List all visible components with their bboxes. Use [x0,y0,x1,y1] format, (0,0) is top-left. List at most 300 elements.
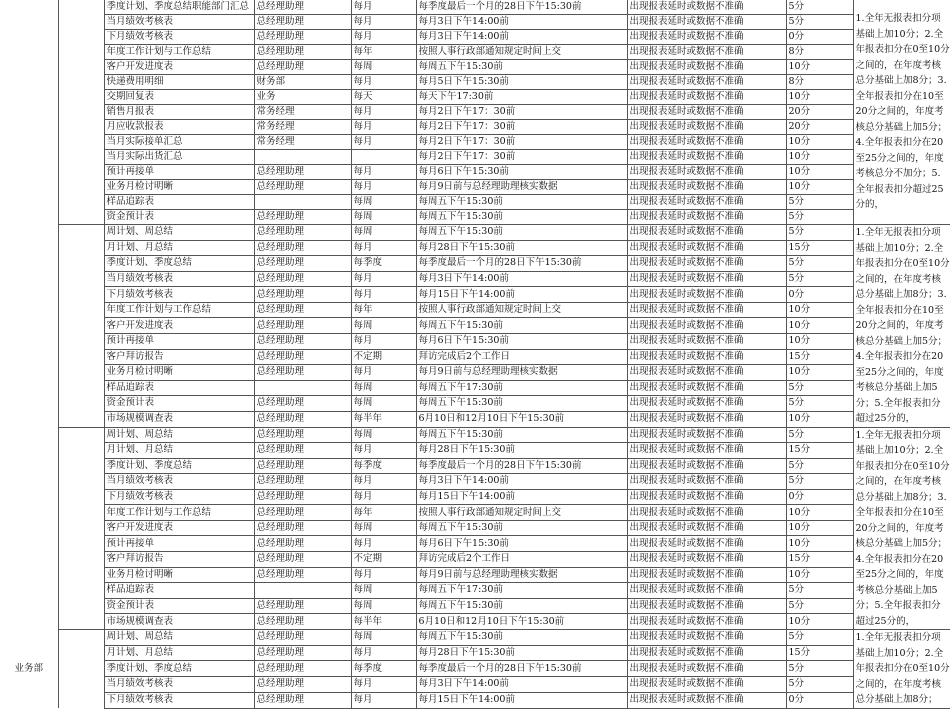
deduction-cell: 0分 [786,692,853,708]
report-name-cell: 资金预计表 [104,210,254,225]
deadline-cell: 每周五下午15:30前 [416,60,627,75]
deduction-cell: 5分 [786,598,853,614]
deadline-cell: 每月28日下午15:30前 [416,443,627,459]
submit-to-cell: 总经理助理 [254,225,351,241]
frequency-cell: 每周 [351,318,416,334]
frequency-cell: 每周 [351,195,416,210]
frequency-cell: 每周 [351,427,416,443]
submit-to-cell: 常务经理 [254,135,351,150]
penalty-condition-cell: 出现报表延时或数据不准确 [627,90,786,105]
penalty-condition-cell: 出现报表延时或数据不准确 [627,365,786,381]
penalty-condition-cell: 出现报表延时或数据不准确 [627,302,786,318]
table-row [0,505,950,521]
frequency-cell: 每月 [351,0,416,15]
deduction-cell: 5分 [786,583,853,599]
deadline-cell: 按照人事行政部通知规定时间上交 [416,302,627,318]
submit-to-cell: 总经理助理 [254,210,351,225]
table-row [0,630,950,646]
submit-to-cell: 总经理助理 [254,396,351,412]
penalty-condition-cell: 出现报表延时或数据不准确 [627,474,786,490]
report-name-cell: 季度计划、季度总结 [104,256,254,272]
table-row [0,240,950,256]
deadline-cell: 每月6日下午15:30前 [416,333,627,349]
deduction-cell: 5分 [786,380,853,396]
deduction-cell: 10分 [786,135,853,150]
frequency-cell: 每周 [351,210,416,225]
deduction-cell: 20分 [786,105,853,120]
frequency-cell: 每月 [351,365,416,381]
frequency-cell: 每月 [351,692,416,708]
penalty-condition-cell: 出现报表延时或数据不准确 [627,598,786,614]
deduction-cell: 5分 [786,195,853,210]
penalty-condition-cell: 出现报表延时或数据不准确 [627,271,786,287]
deadline-cell: 每月15日下午14:00前 [416,489,627,505]
deadline-cell: 按照人事行政部通知规定时间上交 [416,45,627,60]
report-name-cell: 月计划、月总结 [104,443,254,459]
table-row [0,105,950,120]
submit-to-cell: 总经理助理 [254,458,351,474]
deadline-cell: 每月3日下午14:00前 [416,474,627,490]
deduction-cell: 10分 [786,318,853,334]
deadline-cell: 每周五下午15:30前 [416,195,627,210]
penalty-condition-cell: 出现报表延时或数据不准确 [627,195,786,210]
deduction-cell: 10分 [786,333,853,349]
deadline-cell: 每月2日下午17：30前 [416,105,627,120]
deadline-cell: 每周五下午15:30前 [416,520,627,536]
report-name-cell: 交期回复表 [104,90,254,105]
table-row [0,195,950,210]
penalty-condition-cell: 出现报表延时或数据不准确 [627,105,786,120]
deadline-cell: 每月2日下午17：30前 [416,120,627,135]
deadline-cell: 每月3日下午14:00前 [416,271,627,287]
frequency-cell: 每周 [351,520,416,536]
table-row [0,427,950,443]
table-row [0,75,950,90]
deadline-cell: 每月2日下午17：30前 [416,150,627,165]
submit-to-cell [254,583,351,599]
frequency-cell: 不定期 [351,349,416,365]
penalty-condition-cell: 出现报表延时或数据不准确 [627,630,786,646]
penalty-condition-cell: 出现报表延时或数据不准确 [627,536,786,552]
report-name-cell: 当月实际接单汇总 [104,135,254,150]
table-row [0,256,950,272]
department-cell [0,0,58,708]
frequency-cell: 每周 [351,60,416,75]
deadline-cell: 6月10日和12月10日下午15:30前 [416,614,627,630]
submit-to-cell: 业务 [254,90,351,105]
report-name-cell: 周计划、周总结 [104,427,254,443]
penalty-condition-cell: 出现报表延时或数据不准确 [627,489,786,505]
deduction-cell: 10分 [786,302,853,318]
submit-to-cell: 总经理助理 [254,443,351,459]
report-name-cell: 下月绩效考核表 [104,692,254,708]
frequency-cell: 每月 [351,677,416,693]
table-row [0,583,950,599]
deduction-cell: 5分 [786,210,853,225]
frequency-cell: 每季度 [351,458,416,474]
penalty-condition-cell: 出现报表延时或数据不准确 [627,150,786,165]
table-row [0,287,950,303]
deduction-cell: 15分 [786,645,853,661]
submit-to-cell [254,380,351,396]
table-row [0,552,950,568]
table-row [0,443,950,459]
table-row [0,135,950,150]
submit-to-cell: 总经理助理 [254,333,351,349]
report-name-cell: 销售月报表 [104,105,254,120]
deadline-cell: 每周五下午15:30前 [416,210,627,225]
frequency-cell: 每月 [351,135,416,150]
table-row [0,225,950,241]
report-name-cell: 当月绩效考核表 [104,15,254,30]
penalty-condition-cell: 出现报表延时或数据不准确 [627,692,786,708]
table-row [0,489,950,505]
penalty-condition-cell: 出现报表延时或数据不准确 [627,505,786,521]
deadline-cell: 每月28日下午15:30前 [416,240,627,256]
deadline-cell: 每月3日下午14:00前 [416,677,627,693]
penalty-condition-cell: 出现报表延时或数据不准确 [627,458,786,474]
report-name-cell: 业务月检讨明晰 [104,180,254,195]
report-name-cell: 客户拜访报告 [104,349,254,365]
group-cell [58,0,104,225]
frequency-cell: 每年 [351,302,416,318]
frequency-cell: 每月 [351,15,416,30]
deadline-cell: 每周五下午15:30前 [416,598,627,614]
table-row [0,380,950,396]
deadline-cell: 每周五下午15:30前 [416,318,627,334]
frequency-cell: 每月 [351,75,416,90]
deduction-cell: 5分 [786,271,853,287]
report-name-cell: 客户开发进度表 [104,520,254,536]
penalty-condition-cell: 出现报表延时或数据不准确 [627,677,786,693]
frequency-cell: 每季度 [351,661,416,677]
penalty-condition-cell: 出现报表延时或数据不准确 [627,552,786,568]
table-row [0,365,950,381]
report-name-cell: 年度工作计划与工作总结 [104,302,254,318]
report-name-cell: 市场规模调查表 [104,411,254,427]
report-name-cell: 当月实际出货汇总 [104,150,254,165]
report-name-cell: 市场规模调查表 [104,614,254,630]
deduction-cell: 10分 [786,90,853,105]
deduction-cell: 8分 [786,45,853,60]
table-row [0,0,950,15]
deadline-cell: 每周五下午15:30前 [416,225,627,241]
deduction-cell: 0分 [786,30,853,45]
report-name-cell: 下月绩效考核表 [104,30,254,45]
deadline-cell: 每月15日下午14:00前 [416,692,627,708]
deduction-cell: 10分 [786,60,853,75]
deduction-cell: 10分 [786,520,853,536]
deadline-cell: 每月28日下午15:30前 [416,645,627,661]
table-row [0,271,950,287]
report-name-cell: 年度工作计划与工作总结 [104,505,254,521]
table-row [0,411,950,427]
submit-to-cell: 总经理助理 [254,318,351,334]
penalty-condition-cell: 出现报表延时或数据不准确 [627,583,786,599]
submit-to-cell: 总经理助理 [254,271,351,287]
bonus-rule-note: 1.全年无报表扣分项基础上加10分；2.全年报表扣分在0至10分之间的，在年度考核总分基础上加8分； [853,630,950,709]
frequency-cell: 每月 [351,443,416,459]
submit-to-cell: 总经理助理 [254,427,351,443]
report-name-cell: 季度计划、季度总结职能部门汇总 [104,0,254,15]
submit-to-cell [254,150,351,165]
report-name-cell: 样品追踪表 [104,195,254,210]
frequency-cell: 每月 [351,165,416,180]
deduction-cell: 5分 [786,661,853,677]
penalty-condition-cell: 出现报表延时或数据不准确 [627,135,786,150]
report-name-cell: 周计划、周总结 [104,225,254,241]
report-name-cell: 客户开发进度表 [104,60,254,75]
deadline-cell: 每季度最后一个月的28日下午15:30前 [416,0,627,15]
submit-to-cell: 总经理助理 [254,45,351,60]
submit-to-cell: 总经理助理 [254,552,351,568]
deduction-cell: 10分 [786,411,853,427]
report-name-cell: 年度工作计划与工作总结 [104,45,254,60]
report-name-cell: 下月绩效考核表 [104,489,254,505]
submit-to-cell: 总经理助理 [254,661,351,677]
report-name-cell: 客户开发进度表 [104,318,254,334]
deadline-cell: 每季度最后一个月的28日下午15:30前 [416,256,627,272]
frequency-cell: 每月 [351,271,416,287]
table-row [0,30,950,45]
report-name-cell: 样品追踪表 [104,380,254,396]
penalty-condition-cell: 出现报表延时或数据不准确 [627,287,786,303]
deduction-cell: 5分 [786,630,853,646]
report-name-cell: 月计划、月总结 [104,240,254,256]
frequency-cell: 每月 [351,645,416,661]
table-row [0,120,950,135]
deduction-cell: 5分 [786,256,853,272]
frequency-cell: 每周 [351,225,416,241]
submit-to-cell: 总经理助理 [254,692,351,708]
report-name-cell: 周计划、周总结 [104,630,254,646]
report-name-cell: 当月绩效考核表 [104,271,254,287]
table-row [0,90,950,105]
frequency-cell: 每月 [351,30,416,45]
deduction-cell: 10分 [786,536,853,552]
deadline-cell: 每周五下午15:30前 [416,396,627,412]
table-row [0,567,950,583]
deadline-cell: 每月9日前与总经理助理核实数据 [416,567,627,583]
penalty-condition-cell: 出现报表延时或数据不准确 [627,318,786,334]
submit-to-cell: 总经理助理 [254,256,351,272]
submit-to-cell: 常务经理 [254,105,351,120]
deadline-cell: 每天下午17:30前 [416,90,627,105]
penalty-condition-cell: 出现报表延时或数据不准确 [627,349,786,365]
penalty-condition-cell: 出现报表延时或数据不准确 [627,60,786,75]
deduction-cell: 10分 [786,165,853,180]
table-row [0,15,950,30]
submit-to-cell: 总经理助理 [254,598,351,614]
submit-to-cell: 总经理助理 [254,614,351,630]
deduction-cell: 8分 [786,75,853,90]
deduction-cell: 10分 [786,567,853,583]
submit-to-cell: 总经理助理 [254,645,351,661]
report-name-cell: 月计划、月总结 [104,645,254,661]
deadline-cell: 每月6日下午15:30前 [416,165,627,180]
report-name-cell: 业务月检讨明晰 [104,365,254,381]
submit-to-cell: 总经理助理 [254,240,351,256]
frequency-cell [351,150,416,165]
deduction-cell: 10分 [786,505,853,521]
deduction-cell: 5分 [786,427,853,443]
report-name-cell: 业务月检讨明晰 [104,567,254,583]
table-row [0,302,950,318]
frequency-cell: 每半年 [351,411,416,427]
frequency-cell: 每月 [351,180,416,195]
deadline-cell: 每月2日下午17：30前 [416,135,627,150]
submit-to-cell: 总经理助理 [254,677,351,693]
penalty-condition-cell: 出现报表延时或数据不准确 [627,380,786,396]
deadline-cell: 拜访完成后2个工作日 [416,349,627,365]
deadline-cell: 每月9日前与总经理助理核实数据 [416,180,627,195]
group-cell [58,427,104,630]
deadline-cell: 每季度最后一个月的28日下午15:30前 [416,661,627,677]
penalty-condition-cell: 出现报表延时或数据不准确 [627,120,786,135]
frequency-cell: 每半年 [351,614,416,630]
table-row [0,60,950,75]
deadline-cell: 每周五下午15:30前 [416,630,627,646]
frequency-cell: 每天 [351,90,416,105]
frequency-cell: 每周 [351,598,416,614]
frequency-cell: 每月 [351,105,416,120]
submit-to-cell [254,195,351,210]
deduction-cell: 5分 [786,15,853,30]
submit-to-cell: 总经理助理 [254,15,351,30]
table-row [0,474,950,490]
penalty-condition-cell: 出现报表延时或数据不准确 [627,75,786,90]
deduction-cell: 15分 [786,240,853,256]
frequency-cell: 不定期 [351,552,416,568]
submit-to-cell: 常务经理 [254,120,351,135]
submit-to-cell: 总经理助理 [254,302,351,318]
table-row [0,614,950,630]
report-name-cell: 客户拜访报告 [104,552,254,568]
penalty-condition-cell: 出现报表延时或数据不准确 [627,45,786,60]
submit-to-cell: 总经理助理 [254,349,351,365]
submit-to-cell: 总经理助理 [254,365,351,381]
penalty-condition-cell: 出现报表延时或数据不准确 [627,240,786,256]
deadline-cell: 每月5日下午15:30前 [416,75,627,90]
penalty-condition-cell: 出现报表延时或数据不准确 [627,396,786,412]
deadline-cell: 按照人事行政部通知规定时间上交 [416,505,627,521]
penalty-condition-cell: 出现报表延时或数据不准确 [627,180,786,195]
report-name-cell: 季度计划、季度总结 [104,661,254,677]
deadline-cell: 每月3日下午14:00前 [416,30,627,45]
frequency-cell: 每周 [351,396,416,412]
penalty-condition-cell: 出现报表延时或数据不准确 [627,333,786,349]
table-row [0,598,950,614]
table-row [0,661,950,677]
bonus-rule-note: 1.全年无报表扣分项基础上加10分；2.全年报表扣分在0至10分之间的，在年度考核总分基础上加8分；3.全年报表扣分在10至20分之间的，年度考核总分基础上加5分；4.全年报表扣分在20至25分之间的，年度考核总分基础上加5分；5.全年报表扣分超过25分的， [853,427,950,630]
frequency-cell: 每月 [351,536,416,552]
submit-to-cell: 总经理助理 [254,630,351,646]
frequency-cell: 每年 [351,505,416,521]
frequency-cell: 每年 [351,45,416,60]
table-row [0,677,950,693]
report-name-cell: 当月绩效考核表 [104,677,254,693]
deduction-cell: 10分 [786,150,853,165]
report-name-cell: 样品追踪表 [104,583,254,599]
table-row [0,396,950,412]
deduction-cell: 15分 [786,349,853,365]
deduction-cell: 20分 [786,120,853,135]
deadline-cell: 每周五下午17:30前 [416,583,627,599]
deadline-cell: 每周五下午17:30前 [416,380,627,396]
penalty-condition-cell: 出现报表延时或数据不准确 [627,661,786,677]
submit-to-cell: 总经理助理 [254,180,351,195]
frequency-cell: 每周 [351,583,416,599]
penalty-condition-cell: 出现报表延时或数据不准确 [627,411,786,427]
report-name-cell: 资金预计表 [104,598,254,614]
deduction-cell: 15分 [786,552,853,568]
frequency-cell: 每季度 [351,256,416,272]
deadline-cell: 6月10日和12月10日下午15:30前 [416,411,627,427]
penalty-condition-cell: 出现报表延时或数据不准确 [627,0,786,15]
frequency-cell: 每月 [351,489,416,505]
group-cell [58,225,104,428]
submit-to-cell: 总经理助理 [254,567,351,583]
submit-to-cell: 总经理助理 [254,60,351,75]
deduction-cell: 5分 [786,458,853,474]
table-row [0,458,950,474]
deduction-cell: 10分 [786,365,853,381]
submit-to-cell: 总经理助理 [254,520,351,536]
penalty-condition-cell: 出现报表延时或数据不准确 [627,225,786,241]
deadline-cell: 每月3日下午14:00前 [416,15,627,30]
deadline-cell: 每月9日前与总经理助理核实数据 [416,365,627,381]
penalty-condition-cell: 出现报表延时或数据不准确 [627,30,786,45]
deduction-cell: 5分 [786,0,853,15]
department-label: 业务部 [14,662,43,674]
report-name-cell: 预计再接单 [104,333,254,349]
report-name-cell: 预计再接单 [104,536,254,552]
deduction-cell: 5分 [786,474,853,490]
submit-to-cell: 总经理助理 [254,474,351,490]
submit-to-cell: 总经理助理 [254,287,351,303]
report-name-cell: 资金预计表 [104,396,254,412]
penalty-condition-cell: 出现报表延时或数据不准确 [627,520,786,536]
report-name-cell: 季度计划、季度总结 [104,458,254,474]
deduction-cell: 5分 [786,225,853,241]
deadline-cell: 每周五下午15:30前 [416,427,627,443]
submit-to-cell: 财务部 [254,75,351,90]
report-name-cell: 预计再接单 [104,165,254,180]
table-row [0,210,950,225]
penalty-condition-cell: 出现报表延时或数据不准确 [627,210,786,225]
bonus-rule-note: 1.全年无报表扣分项基础上加10分；2.全年报表扣分在0至10分之间的，在年度考核总分基础上加8分；3.全年报表扣分在10至20分之间的，年度考核总分基础上加5分；4.全年报表扣分在20至25分之间的，年度考核总分不加分；5.全年报表扣分超过25分的， [853,0,950,225]
frequency-cell: 每月 [351,333,416,349]
table-row [0,318,950,334]
table-row [0,333,950,349]
table-row [0,349,950,365]
report-name-cell: 当月绩效考核表 [104,474,254,490]
deduction-cell: 10分 [786,614,853,630]
penalty-condition-cell: 出现报表延时或数据不准确 [627,165,786,180]
submit-to-cell: 总经理助理 [254,0,351,15]
deduction-cell: 10分 [786,180,853,195]
submit-to-cell: 总经理助理 [254,165,351,180]
frequency-cell: 每月 [351,287,416,303]
table-row [0,150,950,165]
table-row [0,165,950,180]
frequency-cell: 每月 [351,567,416,583]
deduction-cell: 0分 [786,287,853,303]
report-name-cell: 下月绩效考核表 [104,287,254,303]
submit-to-cell: 总经理助理 [254,489,351,505]
table-row [0,645,950,661]
frequency-cell: 每月 [351,240,416,256]
